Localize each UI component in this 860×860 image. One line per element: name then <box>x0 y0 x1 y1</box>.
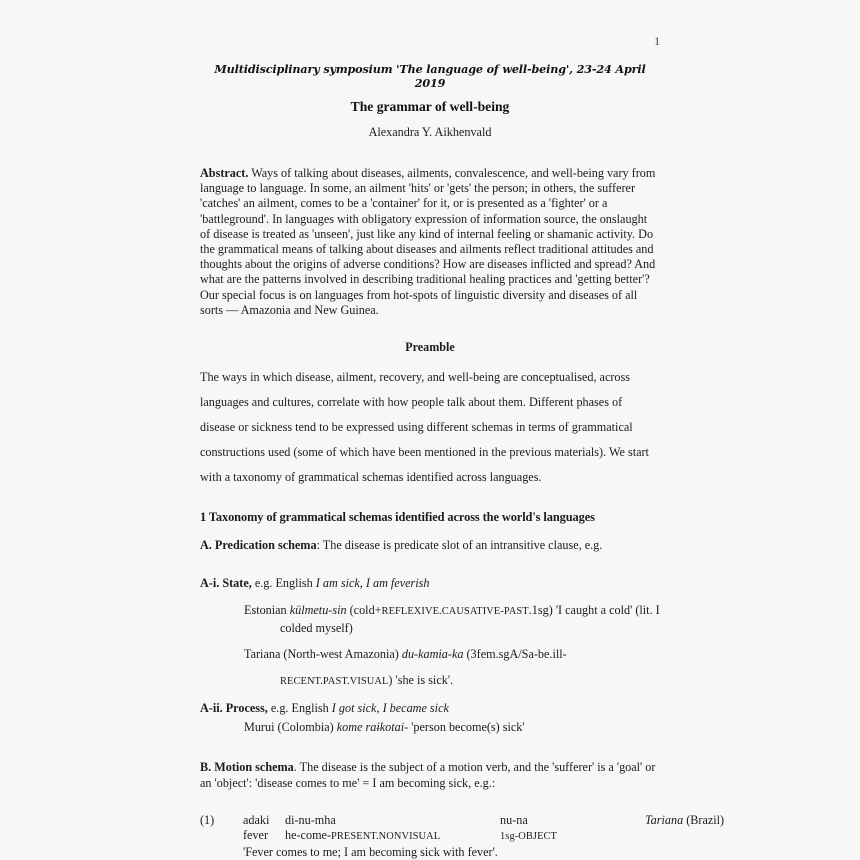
example-gloss-spacer <box>200 828 243 844</box>
estonian-example-continuation: colded myself) <box>280 621 353 636</box>
example-free-translation: 'Fever comes to me; I am becoming sick with fever'. <box>243 845 498 860</box>
example-line-gloss <box>200 828 660 844</box>
a-i-lead: e.g. English <box>251 576 316 591</box>
preamble-heading: Preamble <box>405 340 455 355</box>
murui-example <box>244 719 660 735</box>
murui-form: kome raɨkotai <box>336 720 405 735</box>
a-ii-lead: e.g. English <box>267 701 332 716</box>
estonian-form: külmetu-sin <box>289 603 347 618</box>
tariana-gloss-tail: ) 'she is sick'. <box>388 673 454 688</box>
example-gloss-3-person: 1sg- <box>500 831 519 843</box>
example-line-vernacular <box>200 813 725 828</box>
example-word-3: nu-na <box>500 813 528 828</box>
a-i-label: A-i. State, <box>200 576 252 591</box>
schema-a-label: A. Predication schema <box>200 538 317 553</box>
abstract-label: Abstract. <box>200 166 249 180</box>
murui-tail: - 'person become(s) sick' <box>404 720 525 735</box>
tariana-example-continuation <box>280 672 660 690</box>
example-number: (1) <box>200 813 215 828</box>
a-i-english-example: I am sick, I am feverish <box>315 576 430 591</box>
a-i-state-line <box>200 575 660 591</box>
example-gloss-1: fever <box>243 828 269 843</box>
page-number: 1 <box>654 36 660 48</box>
symposium-line: Multidisciplinary symposium 'The language of well-being', 23-24 April 2019 <box>214 62 646 90</box>
tariana-gloss-open: (3fem.sgA/Sa-be.ill- <box>463 647 567 662</box>
a-ii-label: A-ii. Process, <box>200 701 268 716</box>
example-source-country: (Brazil) <box>683 813 725 828</box>
author-name: Alexandra Y. Aikhenvald <box>368 125 492 139</box>
schema-b-text: . The disease is the subject of a motion verb, and the 'sufferer' is a 'goal' or an 'object': 'disease comes to me' = I am becoming sick, e.g.: <box>200 760 656 791</box>
estonian-example <box>244 602 660 620</box>
example-gloss-2-plain: he-come- <box>285 828 332 843</box>
section-1-heading: 1 Taxonomy of grammatical schemas identified across the world's languages <box>200 510 595 525</box>
tariana-gloss-smallcaps: RECENT.PAST.VISUAL <box>280 676 389 688</box>
tariana-example <box>244 646 660 662</box>
schema-a-paragraph <box>200 537 660 553</box>
example-source <box>645 813 724 828</box>
interlinear-example-1 <box>200 813 725 860</box>
example-gloss-2-smallcaps: PRESENT.NONVISUAL <box>331 831 441 843</box>
example-word-2: di-nu-mha <box>285 813 336 828</box>
estonian-gloss-smallcaps: REFLEXIVE.CAUSATIVE-PAST <box>381 606 529 618</box>
schema-b-paragraph <box>200 759 660 791</box>
example-word-1: adaki <box>243 813 270 828</box>
murui-language: Murui (Colombia) <box>244 720 337 735</box>
abstract-body: Ways of talking about diseases, ailments, convalescence, and well-being vary from language to language. In some, an ailment 'hits' or 'gets' the person; in others, the sufferer 'catches' an ailment, comes to be a 'container' for it, or is presented as a 'fighter' or a 'battleground'. In languages with obligatory expression of information source, the onslaught of disease is treated as 'unseen', just like any kind of internal feeling or shamanic activity. Do the grammatical means of talking about diseases and ailments reflect traditional attitudes and thoughts about the origins of adverse conditions? How are diseases inflicted and spread? And what are the patterns involved in describing traditional healing practices and 'getting better'? Our special focus is on languages from hot-spots of linguistic diversity and diseases of all sorts — Amazonia and New Guinea. <box>200 166 656 317</box>
example-source-language: Tariana <box>645 813 684 828</box>
abstract-paragraph <box>200 166 660 318</box>
document-content <box>200 62 725 860</box>
example-gloss-2 <box>285 828 500 844</box>
a-ii-process-line <box>200 700 660 716</box>
schema-a-text: : The disease is predicate slot of an intransitive clause, e.g. <box>316 538 603 553</box>
tariana-language: Tariana (North-west Amazonia) <box>244 647 402 662</box>
estonian-gloss-tail: .1sg) 'I caught a cold' (lit. I <box>528 603 660 618</box>
preamble-paragraph: The ways in which disease, ailment, recovery, and well-being are conceptualised, across languages and cultures, correlate with how people talk about them. Different phases of disease or sickness tend to be expressed using different schemas in terms of grammatical constructions used (some of which have been mentioned in the previous materials). We start with a taxonomy of grammatical schemas identified across languages. <box>200 370 649 485</box>
estonian-language: Estonian <box>244 603 290 618</box>
estonian-gloss-open: (cold+ <box>346 603 382 618</box>
schema-b-label: B. Motion schema <box>200 760 294 775</box>
example-gloss-3 <box>500 828 645 844</box>
a-ii-english-example: I got sick, I became sick <box>331 701 449 716</box>
example-gloss-3-smallcaps: OBJECT <box>518 831 557 843</box>
page-title: The grammar of well-being <box>350 99 510 114</box>
tariana-form: du-kamia-ka <box>401 647 464 662</box>
